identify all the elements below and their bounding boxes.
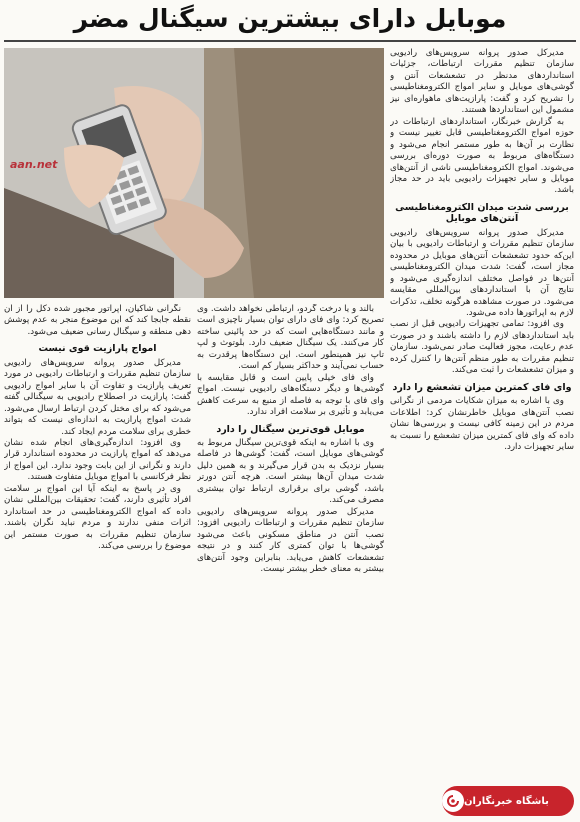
article-paragraph: وی با اشاره به اینکه قوی‌ترین سیگنال مربوط به گوشی‌های موبایل است، گفت: گوشی‌ها در فاصله بسیار نزدیک به بدن قرار می‌گیرند و به همین دلیل شدت میدان آن‌ها بیشتر است. هرچه آنتن دورتر باشد، گوشی برای برقراری ارتباط توان بیشتری مصرف می‌کند. (197, 437, 384, 506)
article-column-left (4, 304, 191, 816)
article-paragraph: وی با اشاره به میزان شکایات مردمی از نگرانی نصب آنتن‌های موبایل خاطرنشان کرد: اطلاعات مردم در این زمینه کافی نیست و بررسی‌ها نشان داده که وای فای کمترین میزان تشعشع را نسبت به سایر تجهیزات دارد. (390, 396, 574, 452)
section-heading: وای فای کمترین میزان تشعشع را دارد (392, 381, 572, 393)
article-paragraph: مدیرکل صدور پروانه سرویس‌های رادیویی سازمان تنظیم مقررات و ارتباطات رادیویی با بیان این‌که حدود تشعشعات آنتن‌های موبایل در محدوده مجاز است، گفت: شدت میدان الکترومغناطیسی آنتن‌ها در فواصل مختلف اندازه‌گیری می‌شود و نتایج آن با استانداردهای بین‌المللی مقایسه می‌شود. در صورت مشاهده هرگونه تخلف، تذکرات لازم به اپراتورها داده می‌شود. (390, 227, 574, 318)
article-paragraph: وی در پاسخ به اینکه آیا این امواج بر سلامت افراد تأثیری دارند، گفت: تحقیقات بین‌المللی نشان داده که امواج الکترومغناطیسی در حد استاندارد اثرات منفی ندارند و مردم نباید نگران باشند. سازمان تنظیم مقررات به صورت مستمر این موضوع را بررسی می‌کند. (4, 483, 191, 552)
article-column-middle (197, 304, 384, 816)
article-paragraph: وای فای خیلی پایین است و قابل مقایسه با گوشی‌ها و دیگر دستگاه‌های رادیویی نیست. امواج وای فای با توجه به فاصله از منبع به سرعت کاهش می‌یابد و تأثیری بر سلامت افراد ندارد. (197, 372, 384, 418)
article-photo (4, 48, 384, 298)
article-paragraph: نگرانی شاکیان، اپراتور مجبور شده دکل را از آن نقطه جابجا کند که این موضوع منجر به عدم پوشش دهی منطقه و سیگنال رسانی ضعیف می‌شود. (4, 304, 191, 337)
article-paragraph: وی افزود: اندازه‌گیری‌های انجام شده نشان می‌دهد که امواج پارازیت در محدوده استاندارد قرار دارند و نگرانی از این بابت وجود ندارد. این امواج از نظر فرکانسی با امواج موبایل متفاوت هستند. (4, 437, 191, 483)
article-paragraph: وی افزود: تمامی تجهیزات رادیویی قبل از نصب باید استانداردهای لازم را داشته باشند و در صورت عدم رعایت، مجوز فعالیت صادر نمی‌شود. سازمان تنظیم مقررات به طور منظم آنتن‌ها را کنترل کرده و میزان تشعشعات را ثبت می‌کند. (390, 319, 574, 376)
hands-holding-phone-image (4, 48, 384, 298)
site-logo-icon (442, 790, 464, 812)
photo-watermark: aan.net (10, 158, 58, 171)
article-paragraph: به گزارش خبرنگار، استانداردهای ارتباطات در حوزه امواج الکترومغناطیسی قابل تغییر نیست و نظارت بر آن‌ها به طور مستمر انجام می‌شود و دستگاه‌های مربوط به صورت دوره‌ای بررسی می‌شوند. امواج الکترومغناطیسی ناشی از آنتن‌های موبایل و سایر تجهیزات رادیویی باید در حد مجاز باشد. (390, 116, 574, 196)
article-paragraph: بالند و یا درخت گردو، ارتباطی نخواهد داشت. وی تصریح کرد: وای فای دارای توان بسیار ناچیزی است و مانند دستگاه‌هایی است که در حد پائینی ساخته کار می‌کنند. یک سیگنال ضعیف دارد. بلوتوث و لپ تاپ نیز همینطور است. این دستگاه‌ها پرقدرت به حساب نمی‌آیند و حداکثر بسیار کم است. (197, 304, 384, 372)
section-heading: موبایل قوی‌ترین سیگنال را دارد (216, 423, 365, 435)
section-heading: بررسی شدت میدان الکترومغناطیسی آنتن‌های موبایل (395, 201, 569, 225)
section-heading: امواج پارازیت قوی نیست (38, 343, 157, 355)
site-badge[interactable] (442, 786, 574, 816)
article-paragraph: مدیرکل صدور پروانه سرویس‌های رادیویی سازمان تنظیم مقررات ارتباطات، جزئیات استانداردهای مدنظر در تشعشعات آنتن و گوشی‌های موبایل و سایر امواج الکترومغناطیسی را تشریح کرد و گفت: پارازیت‌های ماهواره‌ای نیز مشمول این استانداردها هستند. (390, 48, 574, 116)
article-paragraph: مدیرکل صدور پروانه سرویس‌های رادیویی سازمان تنظیم مقررات و ارتباطات رادیویی افزود: نصب آنتن در مناطق مسکونی باعث می‌شود گوشی‌ها با توان کمتری کار کنند و در نتیجه تشعشعات کاهش می‌یابد. بنابراین وجود آنتن‌های بیشتر به معنای خطر بیشتر نیست. (197, 506, 384, 574)
headline-rule (4, 40, 576, 42)
article-paragraph: مدیرکل صدور پروانه سرویس‌های رادیویی سازمان تنظیم مقررات و ارتباطات رادیویی در مورد تعریف پارازیت و تفاوت آن با سایر امواج رادیویی گفت: پارازیت در اصطلاح رادیویی به سیگنالی گفته می‌شود که برای مختل کردن ارتباط ارسال می‌شود. شدت امواج پارازیت به اندازه‌ای نیست که بتواند خطری برای سلامت مردم ایجاد کند. (4, 357, 191, 437)
article-column-right (390, 48, 574, 816)
site-badge-label: باشگاه خبرنگاران (464, 795, 549, 807)
page-headline: موبایل دارای بیشترین سیگنال مضر (73, 4, 507, 33)
